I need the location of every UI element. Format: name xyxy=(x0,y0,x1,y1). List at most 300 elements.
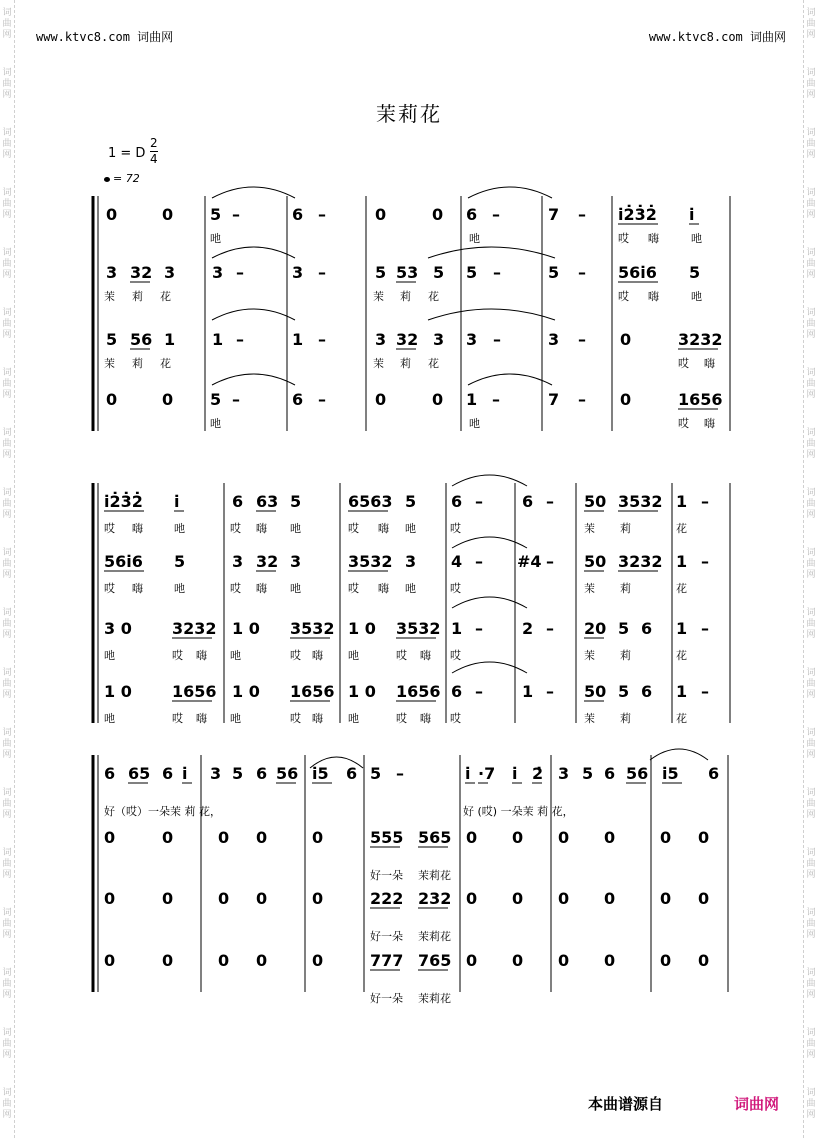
watermark-char: 词 xyxy=(2,128,12,138)
note-ix5: i̇5 xyxy=(312,764,329,783)
lyric-syllable: 好（哎）一朵茉 莉 花， xyxy=(104,805,221,818)
lyric-syllable: 茉莉花 xyxy=(418,992,451,1005)
lyric-syllable: 茉 xyxy=(584,582,595,595)
note-3232: 3232 xyxy=(618,552,663,571)
note-1x0: 1 0 xyxy=(232,619,260,638)
lyric-syllable: 哎 xyxy=(678,417,689,430)
note-0: 0 xyxy=(218,828,230,847)
lyric-syllable: 吔 xyxy=(104,649,115,662)
note-3: 3 xyxy=(466,330,478,349)
watermark-char: 词 xyxy=(2,668,12,678)
lyric-syllable: 哎 xyxy=(396,649,407,662)
note-32: 32 xyxy=(130,263,153,282)
watermark-char: 曲 xyxy=(2,619,12,629)
watermark-char: 网 xyxy=(806,870,816,880)
note-–: – xyxy=(232,390,240,409)
note-20: 20 xyxy=(584,619,607,638)
lyric-syllable: 莉 xyxy=(620,522,631,535)
note-–: – xyxy=(492,205,500,224)
lyric-syllable: 吔 xyxy=(348,712,359,725)
watermark-char: 词 xyxy=(806,188,816,198)
note-6: 6 xyxy=(232,492,244,511)
watermark-char: 网 xyxy=(2,330,12,340)
note-0: 0 xyxy=(432,390,444,409)
note-7: 7 xyxy=(548,390,560,409)
note-6: 6 xyxy=(346,764,358,783)
watermark-char: 词 xyxy=(2,908,12,918)
note-65: 65 xyxy=(128,764,151,783)
watermark-char: 曲 xyxy=(2,19,12,29)
tie-slur xyxy=(212,247,295,258)
watermark-char: 曲 xyxy=(806,499,816,509)
note-6: 6 xyxy=(522,492,534,511)
lyric-syllable: 哎 xyxy=(230,522,241,535)
note-0: 0 xyxy=(162,390,174,409)
watermark-char: 曲 xyxy=(2,259,12,269)
watermark-char: 词 xyxy=(2,608,12,618)
lyric-syllable: 嗨 xyxy=(420,712,431,725)
watermark-char: 曲 xyxy=(806,919,816,929)
watermark-char: 词 xyxy=(806,968,816,978)
note-3: 3 xyxy=(212,263,224,282)
note-0: 0 xyxy=(106,205,118,224)
note-–: – xyxy=(546,682,554,701)
note-6: 6 xyxy=(292,390,304,409)
watermark-char: 网 xyxy=(2,990,12,1000)
lyric-syllable: 莉 xyxy=(132,357,143,370)
watermark-char: 词 xyxy=(2,1028,12,1038)
note-5: 5 xyxy=(232,764,244,783)
watermark-char: 网 xyxy=(2,270,12,280)
lyric-syllable: 哎 xyxy=(290,712,301,725)
watermark-char: 词 xyxy=(2,8,12,18)
lyric-syllable: 吔 xyxy=(405,582,416,595)
note-3232: 3232 xyxy=(678,330,723,349)
note-0: 0 xyxy=(604,828,616,847)
watermark-char: 网 xyxy=(2,90,12,100)
note-56ix6: 56i̇6 xyxy=(618,263,657,282)
watermark-char: 曲 xyxy=(2,439,12,449)
lyric-syllable: 嗨 xyxy=(648,232,659,245)
lyric-syllable: 嗨 xyxy=(420,649,431,662)
lyric-syllable: 吔 xyxy=(691,232,702,245)
note-5: 5 xyxy=(370,764,382,783)
watermark-char: 网 xyxy=(806,210,816,220)
note-3x0: 3 0 xyxy=(104,619,132,638)
note-6: 6 xyxy=(604,764,616,783)
watermark-char: 网 xyxy=(2,450,12,460)
watermark-char: 词 xyxy=(806,608,816,618)
lyric-syllable: 好 (哎) 一朵茉 莉 花， xyxy=(463,805,574,818)
time-signature-bottom: 4 xyxy=(150,152,158,166)
note-–: – xyxy=(493,330,501,349)
note-777: 777 xyxy=(370,951,404,970)
note-ix: i̇ xyxy=(174,492,180,511)
watermark-char: 曲 xyxy=(806,19,816,29)
lyric-syllable: 哎 xyxy=(348,582,359,595)
watermark-char: 曲 xyxy=(806,1099,816,1109)
note-3: 3 xyxy=(232,552,244,571)
note-0: 0 xyxy=(218,889,230,908)
note-6: 6 xyxy=(292,205,304,224)
note-–: – xyxy=(546,619,554,638)
note-0: 0 xyxy=(604,951,616,970)
note-5: 5 xyxy=(618,619,630,638)
note-0: 0 xyxy=(256,951,268,970)
note-565: 565 xyxy=(418,828,452,847)
tie-slur xyxy=(428,247,555,258)
note-–: – xyxy=(701,552,709,571)
note-6: 6 xyxy=(104,764,116,783)
lyric-syllable: 茉 xyxy=(104,290,115,303)
note-–: – xyxy=(396,764,404,783)
watermark-char: 曲 xyxy=(806,79,816,89)
note-6: 6 xyxy=(256,764,268,783)
note-63: 63 xyxy=(256,492,279,511)
lyric-syllable: 茉 xyxy=(373,357,384,370)
note-1656: 1656 xyxy=(396,682,441,701)
lyric-syllable: 嗨 xyxy=(196,649,207,662)
lyric-syllable: 吔 xyxy=(210,417,221,430)
watermark-char: 词 xyxy=(2,368,12,378)
watermark-char: 词 xyxy=(2,68,12,78)
watermark-char: 词 xyxy=(806,728,816,738)
note-5: 5 xyxy=(174,552,186,571)
watermark-char: 网 xyxy=(806,750,816,760)
note-–: – xyxy=(318,330,326,349)
note-1x0: 1 0 xyxy=(232,682,260,701)
watermark-char: 曲 xyxy=(806,259,816,269)
watermark-char: 网 xyxy=(806,810,816,820)
note-3: 3 xyxy=(558,764,570,783)
watermark-char: 词 xyxy=(2,548,12,558)
watermark-char: 曲 xyxy=(806,619,816,629)
lyric-syllable: 嗨 xyxy=(312,649,323,662)
lyric-syllable: 吔 xyxy=(230,712,241,725)
note-5: 5 xyxy=(618,682,630,701)
note-0: 0 xyxy=(256,889,268,908)
note-2x: 2̇ xyxy=(532,764,544,783)
note-–: – xyxy=(475,552,483,571)
lyric-syllable: 花 xyxy=(428,357,439,370)
watermark-char: 网 xyxy=(806,690,816,700)
watermark-char: 曲 xyxy=(806,439,816,449)
note-0: 0 xyxy=(162,889,174,908)
note-2: 2 xyxy=(522,619,534,638)
watermark-char: 网 xyxy=(806,510,816,520)
watermark-char: 网 xyxy=(806,330,816,340)
note-5: 5 xyxy=(582,764,594,783)
note-3232: 3232 xyxy=(172,619,217,638)
note-3: 3 xyxy=(292,263,304,282)
watermark-char: 曲 xyxy=(2,1039,12,1049)
note-ix: i̇ xyxy=(512,764,518,783)
note-–: – xyxy=(578,205,586,224)
watermark-char: 曲 xyxy=(806,859,816,869)
note-3: 3 xyxy=(164,263,176,282)
note-–: – xyxy=(236,263,244,282)
note-0: 0 xyxy=(698,889,710,908)
note-–: – xyxy=(475,492,483,511)
note-56: 56 xyxy=(130,330,153,349)
watermark-char: 网 xyxy=(2,750,12,760)
lyric-syllable: 花 xyxy=(160,357,171,370)
lyric-syllable: 嗨 xyxy=(196,712,207,725)
lyric-syllable: 哎 xyxy=(450,582,461,595)
watermark-char: 曲 xyxy=(2,919,12,929)
watermark-char: 曲 xyxy=(806,1039,816,1049)
watermark-char: 曲 xyxy=(2,79,12,89)
watermark-char: 曲 xyxy=(806,559,816,569)
note-0: 0 xyxy=(312,828,324,847)
watermark-char: 网 xyxy=(2,30,12,40)
note-–: – xyxy=(578,263,586,282)
note-0: 0 xyxy=(104,828,116,847)
note-–: – xyxy=(475,619,483,638)
note-–: – xyxy=(236,330,244,349)
note-#4: #4 xyxy=(517,552,542,571)
watermark-char: 词 xyxy=(806,248,816,258)
lyric-syllable: 哎 xyxy=(678,357,689,370)
note-ix: i̇ xyxy=(465,764,471,783)
note-222: 222 xyxy=(370,889,404,908)
lyric-syllable: 茉 xyxy=(584,649,595,662)
lyric-syllable: 吔 xyxy=(348,649,359,662)
source-label: 本曲谱源自 xyxy=(588,1095,664,1113)
note-–: – xyxy=(318,390,326,409)
note-ix2x3x2x: i̇2̇3̇2̇ xyxy=(618,205,657,224)
note-3: 3 xyxy=(210,764,222,783)
watermark-char: 词 xyxy=(806,548,816,558)
tempo-value: = 72 xyxy=(113,172,140,185)
note-0: 0 xyxy=(162,828,174,847)
lyric-syllable: 好一朵 xyxy=(370,992,403,1005)
lyric-syllable: 嗨 xyxy=(132,522,143,535)
watermark-char: 曲 xyxy=(806,319,816,329)
note-1656: 1656 xyxy=(290,682,335,701)
lyric-syllable: 嗨 xyxy=(256,582,267,595)
lyric-syllable: 莉 xyxy=(620,649,631,662)
note-0: 0 xyxy=(660,889,672,908)
lyric-syllable: 莉 xyxy=(400,290,411,303)
lyric-syllable: 花 xyxy=(428,290,439,303)
note-–: – xyxy=(318,205,326,224)
watermark-char: 曲 xyxy=(806,139,816,149)
note-–: – xyxy=(701,619,709,638)
watermark-char: 网 xyxy=(806,630,816,640)
lyric-syllable: 哎 xyxy=(450,522,461,535)
watermark-char: 曲 xyxy=(2,979,12,989)
note-0: 0 xyxy=(466,951,478,970)
watermark-char: 曲 xyxy=(2,679,12,689)
lyric-syllable: 莉 xyxy=(620,712,631,725)
lyric-syllable: 花 xyxy=(160,290,171,303)
note-0: 0 xyxy=(466,889,478,908)
lyric-syllable: 嗨 xyxy=(256,522,267,535)
lyric-syllable: 吔 xyxy=(174,582,185,595)
note-1x0: 1 0 xyxy=(104,682,132,701)
note-–: – xyxy=(578,330,586,349)
note-–: – xyxy=(546,552,554,571)
note-0: 0 xyxy=(466,828,478,847)
lyric-syllable: 花 xyxy=(676,582,687,595)
lyric-syllable: 好一朵 xyxy=(370,869,403,882)
lyric-syllable: 嗨 xyxy=(378,522,389,535)
lyric-syllable: 花 xyxy=(676,649,687,662)
watermark-char: 网 xyxy=(806,270,816,280)
note-1: 1 xyxy=(676,682,688,701)
watermark-char: 词 xyxy=(2,188,12,198)
watermark-char: 曲 xyxy=(2,1099,12,1109)
note-–: – xyxy=(492,390,500,409)
watermark-char: 曲 xyxy=(806,739,816,749)
watermark-char: 词 xyxy=(806,1088,816,1098)
watermark-char: 词 xyxy=(2,308,12,318)
watermark-char: 曲 xyxy=(2,379,12,389)
note-0: 0 xyxy=(162,205,174,224)
note-ix2x3x2x: i̇2̇3̇2̇ xyxy=(104,492,143,511)
lyric-syllable: 莉 xyxy=(132,290,143,303)
note-32: 32 xyxy=(396,330,419,349)
note-5: 5 xyxy=(210,390,222,409)
watermark-char: 词 xyxy=(806,1028,816,1038)
watermark-char: 词 xyxy=(806,68,816,78)
tie-slur xyxy=(452,475,527,486)
note-6: 6 xyxy=(641,682,653,701)
note-0: 0 xyxy=(375,205,387,224)
watermark-char: 网 xyxy=(2,390,12,400)
watermark-char: 网 xyxy=(2,870,12,880)
watermark-char: 词 xyxy=(2,1088,12,1098)
watermark-char: 网 xyxy=(806,930,816,940)
watermark-char: 词 xyxy=(806,128,816,138)
note-3: 3 xyxy=(405,552,417,571)
lyric-syllable: 吔 xyxy=(104,712,115,725)
note-7: 7 xyxy=(548,205,560,224)
watermark-char: 网 xyxy=(806,1050,816,1060)
note-1: 1 xyxy=(676,552,688,571)
lyric-syllable: 吔 xyxy=(230,649,241,662)
lyric-syllable: 吔 xyxy=(290,522,301,535)
watermark-char: 网 xyxy=(2,690,12,700)
note-6: 6 xyxy=(451,682,463,701)
lyric-syllable: 吔 xyxy=(405,522,416,535)
site-url-right: www.ktvc8.com 词曲网 xyxy=(648,30,786,44)
time-signature-top: 2 xyxy=(150,136,158,150)
watermark-char: 曲 xyxy=(2,859,12,869)
note-–: – xyxy=(578,390,586,409)
note-1: 1 xyxy=(676,619,688,638)
note-1x0: 1 0 xyxy=(348,682,376,701)
note-3532: 3532 xyxy=(290,619,335,638)
note-1: 1 xyxy=(212,330,224,349)
lyric-syllable: 茉 xyxy=(584,712,595,725)
note-–: – xyxy=(318,263,326,282)
lyric-syllable: 花 xyxy=(676,522,687,535)
tie-slur xyxy=(650,749,708,760)
note-0: 0 xyxy=(660,951,672,970)
watermark-char: 曲 xyxy=(806,199,816,209)
watermark-char: 词 xyxy=(806,368,816,378)
note-0: 0 xyxy=(432,205,444,224)
note-0: 0 xyxy=(558,828,570,847)
watermark-char: 网 xyxy=(806,90,816,100)
lyric-syllable: 吔 xyxy=(469,417,480,430)
watermark-char: 词 xyxy=(2,848,12,858)
watermark-char: 网 xyxy=(2,810,12,820)
watermark-char: 词 xyxy=(2,788,12,798)
lyric-syllable: 哎 xyxy=(618,232,629,245)
note-5: 5 xyxy=(210,205,222,224)
brand-label: 词曲网 xyxy=(734,1095,780,1113)
lyric-syllable: 哎 xyxy=(230,582,241,595)
note-555: 555 xyxy=(370,828,404,847)
watermark-char: 网 xyxy=(2,930,12,940)
note-5: 5 xyxy=(689,263,701,282)
note-3532: 3532 xyxy=(348,552,393,571)
lyric-syllable: 茉 xyxy=(373,290,384,303)
tie-slur xyxy=(452,597,527,608)
lyric-syllable: 嗨 xyxy=(648,290,659,303)
watermark-char: 词 xyxy=(2,728,12,738)
lyric-syllable: 花 xyxy=(676,712,687,725)
lyric-syllable: 茉莉花 xyxy=(418,930,451,943)
note-ix: i̇ xyxy=(689,205,695,224)
note-3: 3 xyxy=(375,330,387,349)
lyric-syllable: 吔 xyxy=(290,582,301,595)
note-1: 1 xyxy=(676,492,688,511)
watermark-char: 网 xyxy=(806,1110,816,1120)
watermark-char: 网 xyxy=(806,570,816,580)
note-6: 6 xyxy=(708,764,720,783)
note-1: 1 xyxy=(451,619,463,638)
watermark-char: 网 xyxy=(2,570,12,580)
note-5: 5 xyxy=(405,492,417,511)
note-56: 56 xyxy=(626,764,649,783)
note-0: 0 xyxy=(512,889,524,908)
lyric-syllable: 莉 xyxy=(400,357,411,370)
watermark-char: 词 xyxy=(806,308,816,318)
watermark-char: 词 xyxy=(2,428,12,438)
watermark-char: 词 xyxy=(806,788,816,798)
watermark-char: 网 xyxy=(2,510,12,520)
note-6: 6 xyxy=(162,764,174,783)
note-1656: 1656 xyxy=(172,682,217,701)
note-–: – xyxy=(475,682,483,701)
note-3: 3 xyxy=(106,263,118,282)
note-x7: ·7 xyxy=(478,764,496,783)
tie-slur xyxy=(212,187,295,198)
watermark-char: 网 xyxy=(806,150,816,160)
note-5: 5 xyxy=(433,263,445,282)
note-–: – xyxy=(232,205,240,224)
note-0: 0 xyxy=(218,951,230,970)
song-title: 茉莉花 xyxy=(376,102,442,126)
watermark-char: 曲 xyxy=(2,799,12,809)
watermark-char: 词 xyxy=(806,668,816,678)
note-0: 0 xyxy=(620,390,632,409)
note-0: 0 xyxy=(104,951,116,970)
watermark-char: 网 xyxy=(2,1110,12,1120)
watermark-char: 网 xyxy=(806,450,816,460)
note-3: 3 xyxy=(290,552,302,571)
lyric-syllable: 哎 xyxy=(450,649,461,662)
lyric-syllable: 吔 xyxy=(210,232,221,245)
lyric-syllable: 哎 xyxy=(104,522,115,535)
watermark-char: 词 xyxy=(806,428,816,438)
lyric-syllable: 哎 xyxy=(104,582,115,595)
note-1: 1 xyxy=(164,330,176,349)
